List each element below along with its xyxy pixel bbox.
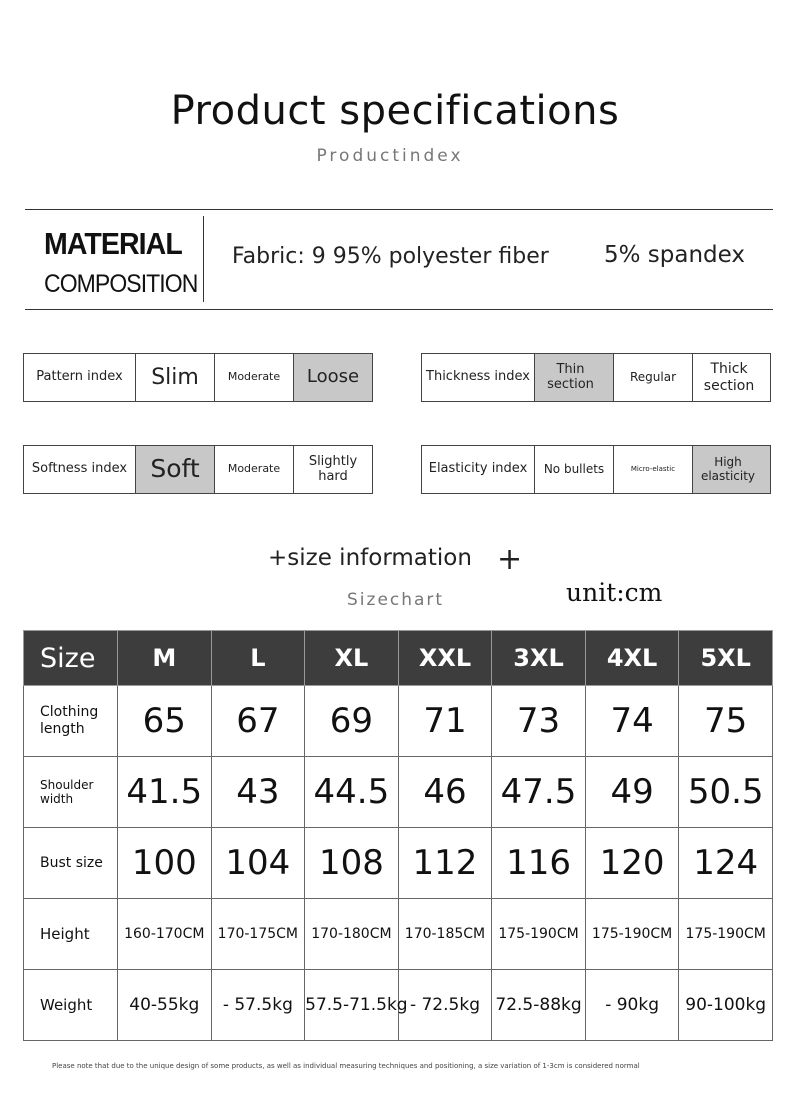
table-cell: 90-100kg [679,970,773,1041]
table-cell: 100 [118,828,212,899]
table-cell: 170-180CM [305,899,399,970]
unit-label: unit:cm [566,578,663,607]
composition-heading: COMPOSITION [44,270,198,298]
softness-option-soft: Soft [136,446,215,493]
table-cell: 72.5-88kg [492,970,586,1041]
elasticity-option-no-bullets: No bullets [535,446,614,493]
size-col-xl: XL [305,631,399,686]
softness-index [23,445,373,494]
table-cell: 104 [211,828,305,899]
row-label: Weight [24,970,118,1041]
divider-top [25,209,773,210]
table-cell: 120 [585,828,679,899]
plus-icon: + [497,542,523,577]
table-cell: 47.5 [492,757,586,828]
pattern-option-moderate: Moderate [215,354,294,401]
table-cell: - 57.5kg [211,970,305,1041]
size-col-m: M [118,631,212,686]
table-cell: 116 [492,828,586,899]
table-cell: 175-190CM [492,899,586,970]
row-label: Clothing length [24,686,118,757]
table-cell: 175-190CM [585,899,679,970]
footnote: Please note that due to the unique design of some products, as well as individual measuring techniques and positioning, a size variation of 1-3cm is considered normal [52,1062,640,1070]
pattern-option-slim: Slim [136,354,215,401]
softness-index-label: Softness index [24,446,136,493]
elasticity-index [421,445,771,494]
table-cell: - 72.5kg [398,970,492,1041]
table-cell: 40-55kg [118,970,212,1041]
table-cell: 46 [398,757,492,828]
table-cell: 71 [398,686,492,757]
softness-option-moderate: Moderate [215,446,294,493]
table-cell: 65 [118,686,212,757]
table-row [24,828,773,899]
fabric-composition: Fabric: 9 95% polyester fiber [232,244,549,269]
size-col-4xl: 4XL [585,631,679,686]
table-cell: - 90kg [585,970,679,1041]
elasticity-option-high: High elasticity [693,446,770,493]
table-cell: 69 [305,686,399,757]
size-header-row [24,631,773,686]
table-cell: 75 [679,686,773,757]
row-label: Shoulder width [24,757,118,828]
row-label: Bust size [24,828,118,899]
thickness-option-thick: Thick section [703,361,755,394]
thickness-index [421,353,771,402]
elasticity-option-micro-elastic: Micro-elastic [614,446,693,493]
size-table [23,630,773,1041]
table-row [24,757,773,828]
page-subtitle: Productindex [316,146,464,166]
table-cell: 43 [211,757,305,828]
table-cell: 67 [211,686,305,757]
thickness-index-label: Thickness index [422,354,535,401]
size-col-3xl: 3XL [492,631,586,686]
table-cell: 160-170CM [118,899,212,970]
size-chart-subheading: Sizechart [347,590,445,610]
size-corner: Size [24,631,118,686]
table-cell: 124 [679,828,773,899]
table-cell: 57.5-71.5kg [305,970,399,1041]
material-heading: MATERIAL [44,226,182,261]
table-cell: 50.5 [679,757,773,828]
pattern-index [23,353,373,402]
page-title: Product specifications [170,88,620,134]
table-cell: 74 [585,686,679,757]
spandex-composition: 5% spandex [604,242,746,268]
material-divider [203,216,204,302]
thickness-option-thin: Thin section [535,354,614,401]
size-col-l: L [211,631,305,686]
row-label: Height [24,899,118,970]
table-cell: 49 [585,757,679,828]
softness-option-slightly-hard: Slightly hard [308,453,358,484]
table-cell: 44.5 [305,757,399,828]
table-row [24,686,773,757]
size-info-heading: +size information [268,545,472,571]
elasticity-index-label: Elasticity index [422,446,535,493]
table-cell: 73 [492,686,586,757]
table-cell: 175-190CM [679,899,773,970]
size-col-5xl: 5XL [679,631,773,686]
table-cell: 170-185CM [398,899,492,970]
thickness-option-regular: Regular [614,354,693,401]
table-cell: 108 [305,828,399,899]
pattern-option-loose: Loose [294,354,372,401]
pattern-index-label: Pattern index [24,354,136,401]
table-row [24,970,773,1041]
table-cell: 112 [398,828,492,899]
table-cell: 41.5 [118,757,212,828]
table-row [24,899,773,970]
table-cell: 170-175CM [211,899,305,970]
divider-bottom [25,309,773,310]
size-col-xxl: XXL [398,631,492,686]
